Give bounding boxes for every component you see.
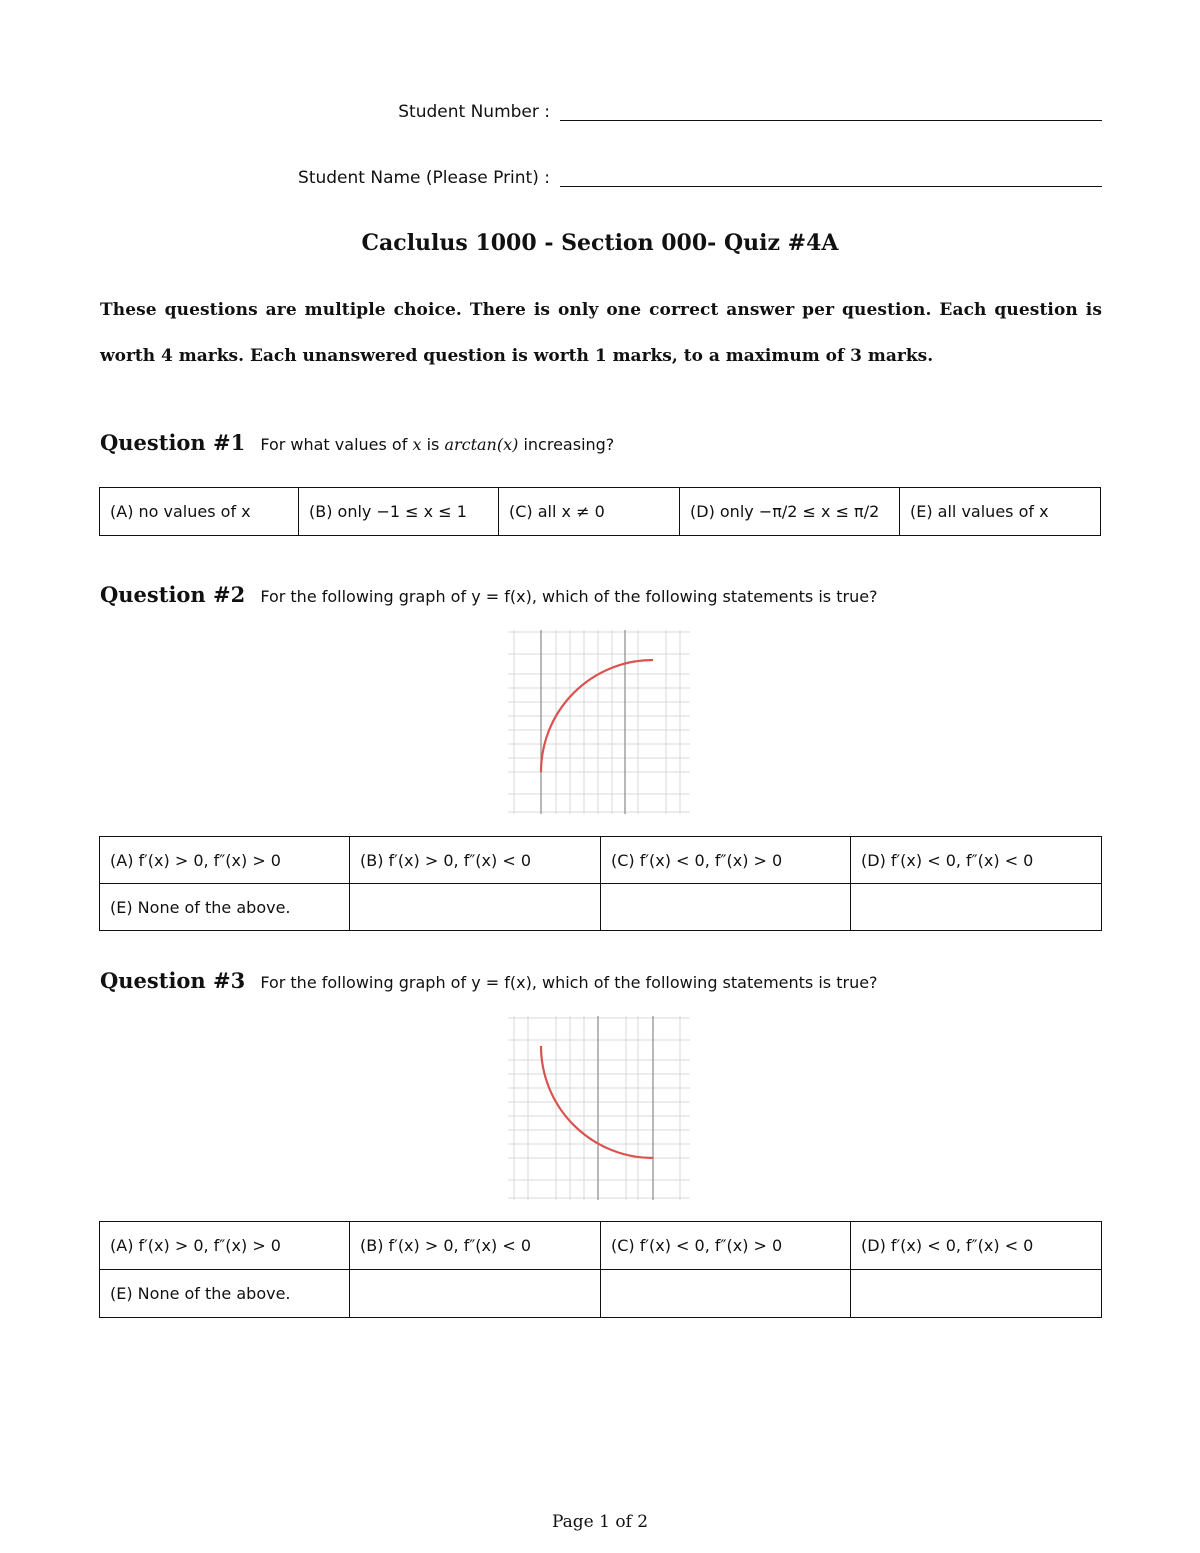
q1-option-a[interactable]: (A) no values of x <box>100 488 299 536</box>
q2-empty-cell <box>601 884 851 931</box>
quiz-title: Caclulus 1000 - Section 000- Quiz #4A <box>361 230 839 256</box>
student-number-label: Student Number : <box>398 102 550 122</box>
q3-empty-cell <box>851 1270 1102 1318</box>
question-1-text: For what values of x is arctan(x) increasing? <box>260 435 615 454</box>
q1-option-d[interactable]: (D) only −π/2 ≤ x ≤ π/2 <box>680 488 900 536</box>
q2-option-a[interactable]: (A) f′(x) > 0, f″(x) > 0 <box>100 837 350 884</box>
q3-empty-cell <box>601 1270 851 1318</box>
graph-grid <box>508 1016 690 1200</box>
question-3-options <box>99 1221 1102 1318</box>
question-3-graph <box>508 1016 692 1200</box>
question-1-label: Question #1 <box>100 430 246 455</box>
question-3-label: Question #3 <box>100 968 246 993</box>
question-2-graph <box>508 630 692 814</box>
question-2-label: Question #2 <box>100 582 246 607</box>
question-3-text: For the following graph of y = f(x), which of the following statements is true? <box>260 973 878 992</box>
question-2 <box>100 582 878 607</box>
question-3 <box>100 968 878 993</box>
q3-option-b[interactable]: (B) f′(x) > 0, f″(x) < 0 <box>350 1222 601 1270</box>
q2-option-c[interactable]: (C) f′(x) < 0, f″(x) > 0 <box>601 837 851 884</box>
q3-empty-cell <box>350 1270 601 1318</box>
question-1 <box>100 430 614 455</box>
q3-option-c[interactable]: (C) f′(x) < 0, f″(x) > 0 <box>601 1222 851 1270</box>
q2-option-b[interactable]: (B) f′(x) > 0, f″(x) < 0 <box>350 837 601 884</box>
q2-empty-cell <box>851 884 1102 931</box>
q3-option-d[interactable]: (D) f′(x) < 0, f″(x) < 0 <box>851 1222 1102 1270</box>
q2-option-e[interactable]: (E) None of the above. <box>100 884 350 931</box>
q1-option-b[interactable]: (B) only −1 ≤ x ≤ 1 <box>299 488 499 536</box>
student-name-label: Student Name (Please Print) : <box>298 168 550 188</box>
q2-empty-cell <box>350 884 601 931</box>
instructions-line-1: These questions are multiple choice. There is only one correct answer per question. Each question is <box>100 300 1102 320</box>
student-number-field[interactable] <box>560 120 1102 121</box>
student-name-field[interactable] <box>560 186 1102 187</box>
q1-option-e[interactable]: (E) all values of x <box>900 488 1101 536</box>
question-1-options <box>99 487 1101 536</box>
graph-grid <box>508 630 690 814</box>
q3-option-a[interactable]: (A) f′(x) > 0, f″(x) > 0 <box>100 1222 350 1270</box>
q2-option-d[interactable]: (D) f′(x) < 0, f″(x) < 0 <box>851 837 1102 884</box>
q3-option-e[interactable]: (E) None of the above. <box>100 1270 350 1318</box>
instructions-line-2: worth 4 marks. Each unanswered question is worth 1 marks, to a maximum of 3 marks. <box>100 346 934 366</box>
question-2-options <box>99 836 1102 931</box>
page-number: Page 1 of 2 <box>551 1512 649 1532</box>
question-2-text: For the following graph of y = f(x), which of the following statements is true? <box>260 587 878 606</box>
q1-option-c[interactable]: (C) all x ≠ 0 <box>499 488 680 536</box>
